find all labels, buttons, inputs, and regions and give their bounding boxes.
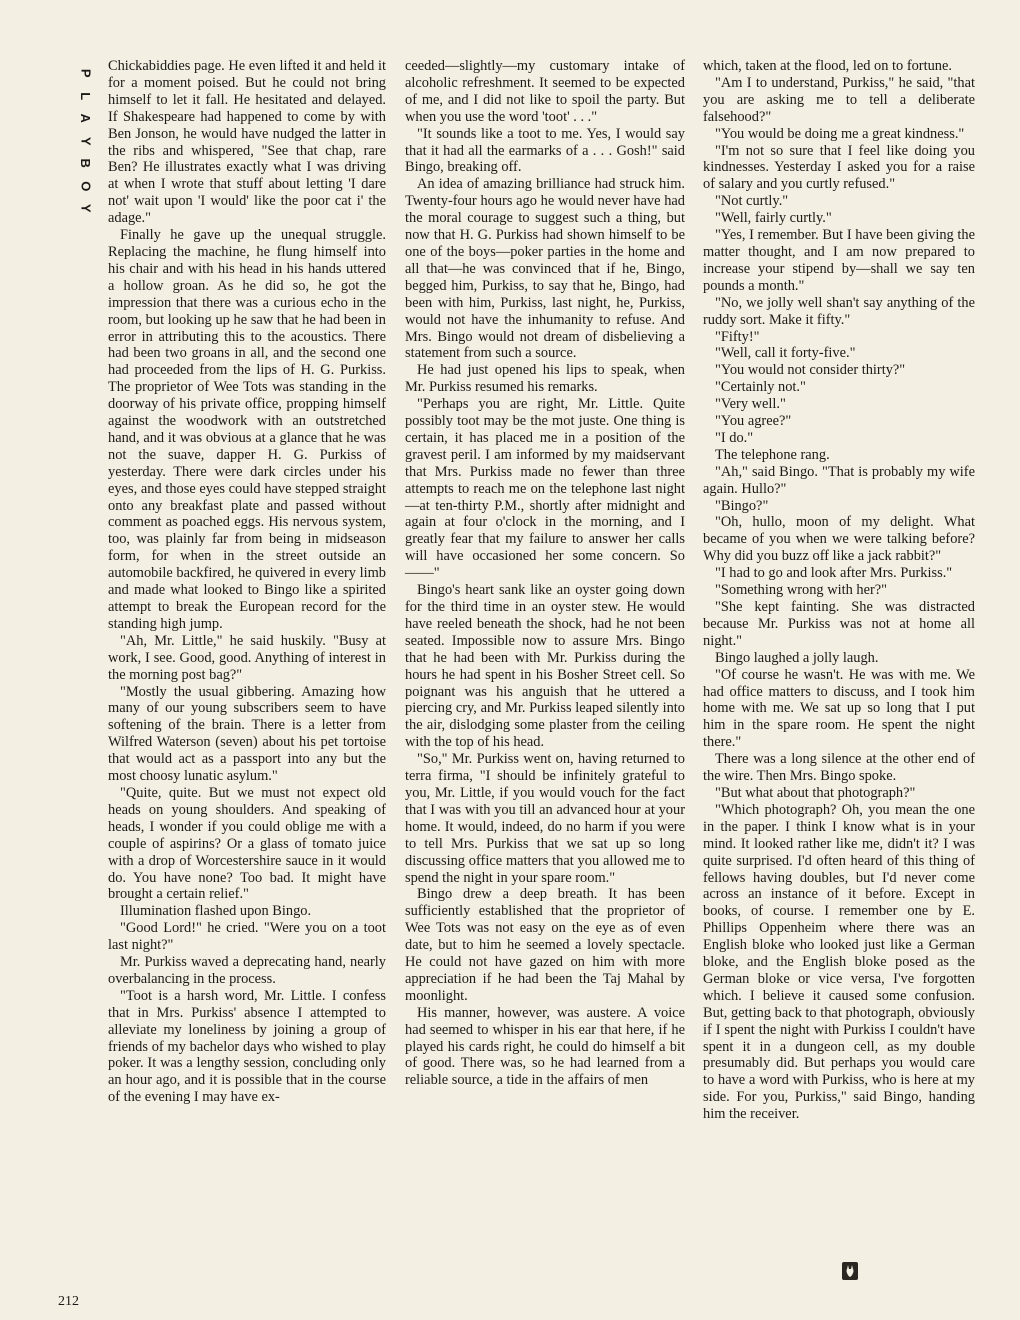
text-column-3 (703, 58, 975, 1123)
paragraph: "Ah, Mr. Little," he said huskily. "Busy at work, I see. Good, good. Anything of interest in the morning post bag?" (108, 632, 386, 683)
paragraph: "But what about that photograph?" (715, 784, 916, 801)
paragraph: "So," Mr. Purkiss went on, having returned to terra firma, "I should be infinitely grateful to you, Mr. Little, if you would vouch for the fact that I was with you till an advanced hour at your home. It would, indeed, do no harm if you were to tell Mrs. Purkiss that we sat up so long discussing office matters that you allowed me to spend the night in your spare room." (405, 751, 685, 886)
paragraph: "Fifty!" (715, 328, 760, 345)
text-column-2 (405, 58, 685, 1089)
paragraph: "Bingo?" (715, 497, 769, 514)
paragraph: "Not curtly." (715, 193, 789, 210)
sidebar-letter: O (78, 180, 94, 191)
sidebar-letter: P (78, 68, 94, 78)
paragraph: "Certainly not." (715, 379, 806, 396)
sidebar-letter: A (78, 113, 94, 123)
paragraph: "Which photograph? Oh, you mean the one in the paper. I think I know what is in your mind. It looked rather like me, didn't it? I was quite surprised. I'd often heard of this thing of fellows having doubles, but I'd never come across an instance of it before. Except in books, of course. I remember one by E. Phillips Oppenheim where there was an English bloke who looked just like a German bloke, and the English bloke posed as the German bloke or vice versa, I've forgotten which. I believe it caused some confusion. But, getting back to that photograph, obviously if I spent the night with Purkiss I couldn't have spent it in a dungeon cell, as my double presumably did. But perhaps you would care to have a word with Purkiss, who is here at my side. For you, Purkiss," said Bingo, handing him the receiver. (703, 801, 975, 1123)
paragraph: His manner, however, was austere. A voice had seemed to whisper in his ear that here, if he played his cards right, he could do himself a bit of good. There was, so he had learned from a reliable source, a tide in the affairs of men (405, 1004, 685, 1089)
paragraph: "Well, call it forty-five." (715, 345, 856, 362)
paragraph: "Very well." (715, 396, 786, 413)
paragraph: The telephone rang. (715, 446, 830, 463)
paragraph: "Am I to understand, Purkiss," he said, "that you are asking me to tell a deliberate falsehood?" (703, 74, 975, 125)
paragraph: "She kept fainting. She was distracted because Mr. Purkiss was not at home all night." (703, 599, 975, 649)
paragraph: Finally he gave up the unequal struggle. Replacing the machine, he flung himself into his chair and with his head in his hands uttered a hollow groan. As he did so, he got the impression that there was a curious echo in the room, but looking up he saw that he had been in error in attributing this to the acoustics. There had been two groans in all, and the second one had proceeded from the lips of H. G. Purkiss. The proprietor of Wee Tots was standing in the doorway of his private office, propping himself against the woodwork with an outstretched hand, and it was obvious at a glance that he was not the suave, dapper H. G. Purkiss of yesterday. There were dark circles under his eyes, and those eyes could have stepped straight onto any breakfast plate and passed without comment as poached eggs. His nervous system, too, was plainly far from being in midseason form, for when in the street outside an automobile backfired, he quivered in every limb and made what looked to Bingo like a spirited attempt to break the European record for the standing high jump. (108, 227, 386, 632)
paragraph: "I'm not so sure that I feel like doing you kindnesses. Yesterday I asked you for a raise of salary and you curtly refused." (703, 142, 975, 193)
sidebar-letter: Y (78, 203, 94, 213)
paragraph: "Of course he wasn't. He was with me. We had office matters to discuss, and I took him home with me. We sat up so long that I put him in the spare room. He spent the night there." (703, 666, 975, 751)
magazine-name-vertical (74, 62, 96, 220)
paragraph: He had just opened his lips to speak, when Mr. Purkiss resumed his remarks. (405, 362, 685, 396)
sidebar-letter: L (78, 91, 94, 100)
sidebar-letter: B (78, 158, 94, 168)
paragraph: Bingo laughed a jolly laugh. (715, 649, 879, 666)
page-number: 212 (58, 1294, 79, 1309)
paragraph: There was a long silence at the other end of the wire. Then Mrs. Bingo spoke. (703, 751, 975, 785)
paragraph: "You would not consider thirty?" (715, 362, 906, 379)
paragraph: Bingo drew a deep breath. It has been sufficiently established that the proprietor of Wee Tots was not easy on the eye as of even date, but to him he seemed a lovely spectacle. He could not have gazed on him with more appreciation if he had been the Taj Mahal by moonlight. (405, 886, 685, 1004)
paragraph: Illumination flashed upon Bingo. (120, 903, 312, 920)
paragraph: "Well, fairly curtly." (715, 210, 832, 227)
paragraph: "Yes, I remember. But I have been giving the matter thought, and I am now prepared to increase your stipend by—shall we say ten pounds a month." (703, 227, 975, 294)
paragraph: "Ah," said Bingo. "That is probably my wife again. Hullo?" (703, 463, 975, 497)
paragraph: "No, we jolly well shan't say anything of the ruddy sort. Make it fifty." (703, 294, 975, 328)
paragraph: "Mostly the usual gibbering. Amazing how many of our young subscribers seem to have softening of the brain. There is a letter from Wilfred Waterson (seven) about his pet tortoise that would act as a passport into any but the most choosy lunatic asylum." (108, 683, 386, 785)
paragraph: "Oh, hullo, moon of my delight. What became of you when we were talking before? Why did you buzz off like a jack rabbit?" (703, 514, 975, 565)
paragraph: "You would be doing me a great kindness." (715, 125, 965, 142)
paragraph: "Toot is a harsh word, Mr. Little. I confess that in Mrs. Purkiss' absence I attempted to alleviate my loneliness by joining a group of friends of my bachelor days who wished to play poker. It was a lengthy session, concluding only an hour ago, and it is possible that in the course of the evening I may have ex- (108, 987, 386, 1106)
paragraph: "Quite, quite. But we must not expect old heads on young shoulders. And speaking of heads, I wonder if you could oblige me with a couple of aspirins? Or a glass of tomato juice with a drop of Worcestershire sauce in it would do. You have none? Too bad. It might have brought a certain relief." (108, 784, 386, 903)
paragraph: "Perhaps you are right, Mr. Little. Quite possibly toot may be the mot juste. One thing is certain, it has placed me in a position of the gravest peril. I am informed by my maidservant that Mrs. Purkiss made no fewer than three attempts to reach me on the telephone last night—at ten-thirty P.M., shortly after midnight and again at four o'clock in the morning, and I greatly fear that my failure to answer her calls will have occasioned her some concern. So——" (405, 396, 685, 582)
paragraph: Bingo's heart sank like an oyster going down for the third time in an oyster stew. He would have reeled beneath the shock, had he not been seated. Impossible now to assure Mrs. Bingo that he had been with Mr. Purkiss during the hours he had spent in his Bosher Street cell. So poignant was his anguish that he uttered a piercing cry, and Mr. Purkiss leaped silently into the air, dislodging some plaster from the ceiling with the top of his head. (405, 582, 685, 751)
paragraph: An idea of amazing brilliance had struck him. Twenty-four hours ago he would never have had the moral courage to suggest such a thing, but now that H. G. Purkiss had shown himself to be one of the boys—poker parties in the home and all that—he was convinced that if he, Bingo, begged him, Purkiss, to say that he, Bingo, had been with him, Purkiss, last night, he, Purkiss, would not have the inhumanity to refuse. And Mrs. Bingo would not dream of disbelieving a statement from such a source. (405, 176, 685, 362)
paragraph: "You agree?" (715, 413, 792, 430)
paragraph: which, taken at the flood, led on to fortune. (703, 58, 952, 74)
playboy-rabbit-icon (842, 1262, 858, 1280)
paragraph: ceeded—slightly—my customary intake of alcoholic refreshment. It seemed to be expected of me, and I did not like to spoil the party. But when you use the word 'toot' . . ." (405, 58, 685, 125)
paragraph: Mr. Purkiss waved a deprecating hand, nearly overbalancing in the process. (108, 954, 386, 987)
paragraph: "Good Lord!" he cried. "Were you on a toot last night?" (108, 920, 386, 954)
paragraph: "I do." (715, 429, 754, 446)
paragraph: Chickabiddies page. He even lifted it and held it for a moment poised. But he could not bring himself to let it fall. He hesitated and delayed. If Shakespeare had happened to come by with Ben Jonson, he would have nudged the latter in the ribs and whispered, "See that chap, rare Ben? He illustrates exactly what I was driving at when I wrote that stuff about letting 'I dare not' wait upon 'I would' like the poor cat i' the adage." (108, 58, 386, 227)
sidebar-letter: Y (78, 136, 94, 146)
paragraph: "Something wrong with her?" (715, 582, 888, 599)
paragraph: "I had to go and look after Mrs. Purkiss." (715, 565, 953, 582)
text-column-1 (108, 58, 386, 1106)
paragraph: "It sounds like a toot to me. Yes, I would say that it had all the earmarks of a . . . Gosh!" said Bingo, breaking off. (405, 125, 685, 176)
